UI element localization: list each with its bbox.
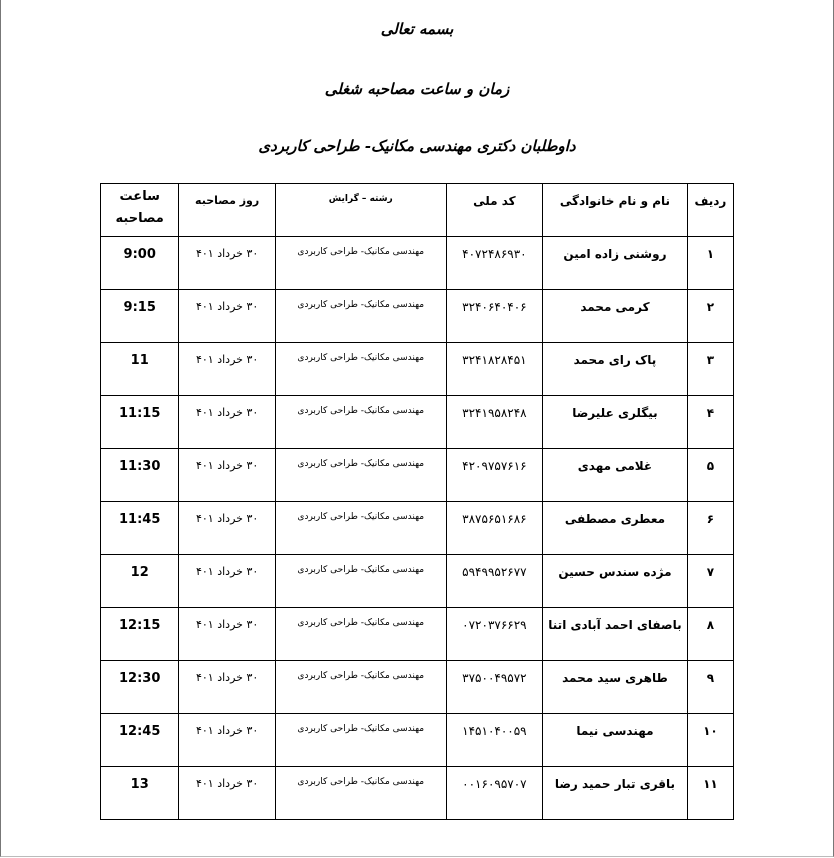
cell-row-number: ۱ <box>687 237 733 290</box>
table-body <box>101 237 734 820</box>
cell-row-number: ۴ <box>687 396 733 449</box>
cell-name: مهندسی نیما <box>543 714 688 767</box>
cell-row-number: ۱۰ <box>687 714 733 767</box>
cell-field: مهندسی مکانیک- طراحی کاربردی <box>275 290 446 343</box>
cell-field: مهندسی مکانیک- طراحی کاربردی <box>275 555 446 608</box>
cell-interview-time: 12 <box>101 555 179 608</box>
table-row <box>101 343 734 396</box>
col-header-code: کد ملی <box>446 184 542 237</box>
table-header-row <box>101 184 734 237</box>
table-row <box>101 608 734 661</box>
cell-national-code: ۳۲۴۰۶۴۰۴۰۶ <box>446 290 542 343</box>
col-header-day: روز مصاحبه <box>179 184 275 237</box>
cell-field: مهندسی مکانیک- طراحی کاربردی <box>275 237 446 290</box>
cell-national-code: ۳۷۵۰۰۴۹۵۷۲ <box>446 661 542 714</box>
cell-national-code: ۵۹۴۹۹۵۲۶۷۷ <box>446 555 542 608</box>
cell-national-code: ۴۰۷۲۴۸۶۹۳۰ <box>446 237 542 290</box>
cell-interview-day: ۳۰ خرداد ۴۰۱ <box>179 767 275 820</box>
cell-row-number: ۵ <box>687 449 733 502</box>
cell-name: روشنی زاده امین <box>543 237 688 290</box>
cell-row-number: ۲ <box>687 290 733 343</box>
cell-interview-time: 13 <box>101 767 179 820</box>
cell-name: غلامی مهدی <box>543 449 688 502</box>
cell-national-code: ۳۲۴۱۸۲۸۴۵۱ <box>446 343 542 396</box>
cell-interview-time: 12:30 <box>101 661 179 714</box>
cell-interview-time: 9:15 <box>101 290 179 343</box>
cell-name: پاک رای محمد <box>543 343 688 396</box>
cell-national-code: ۰۷۲۰۳۷۶۶۲۹ <box>446 608 542 661</box>
cell-name: مژده سندس حسین <box>543 555 688 608</box>
cell-interview-time: 12:15 <box>101 608 179 661</box>
document-subtitle: داوطلبان دکتری مهندسی مکانیک- طراحی کاربردی <box>258 137 576 155</box>
cell-interview-time: 11 <box>101 343 179 396</box>
table-row <box>101 555 734 608</box>
table-row <box>101 396 734 449</box>
cell-row-number: ۷ <box>687 555 733 608</box>
table-row <box>101 661 734 714</box>
table-row <box>101 502 734 555</box>
cell-interview-day: ۳۰ خرداد ۴۰۱ <box>179 661 275 714</box>
cell-interview-time: 12:45 <box>101 714 179 767</box>
cell-field: مهندسی مکانیک- طراحی کاربردی <box>275 661 446 714</box>
cell-field: مهندسی مکانیک- طراحی کاربردی <box>275 343 446 396</box>
interview-schedule-table <box>100 183 734 820</box>
col-header-row: ردیف <box>687 184 733 237</box>
cell-interview-day: ۳۰ خرداد ۴۰۱ <box>179 714 275 767</box>
cell-interview-day: ۳۰ خرداد ۴۰۱ <box>179 555 275 608</box>
cell-field: مهندسی مکانیک- طراحی کاربردی <box>275 449 446 502</box>
col-header-name: نام و نام خانوادگی <box>543 184 688 237</box>
cell-row-number: ۳ <box>687 343 733 396</box>
table-row <box>101 237 734 290</box>
basmala-heading: بسمه تعالی <box>380 20 454 38</box>
cell-field: مهندسی مکانیک- طراحی کاربردی <box>275 767 446 820</box>
cell-name: بیگلری علیرضا <box>543 396 688 449</box>
cell-interview-day: ۳۰ خرداد ۴۰۱ <box>179 502 275 555</box>
cell-name: معطری مصطفی <box>543 502 688 555</box>
table-row <box>101 767 734 820</box>
cell-interview-time: 11:45 <box>101 502 179 555</box>
cell-interview-day: ۳۰ خرداد ۴۰۱ <box>179 290 275 343</box>
cell-field: مهندسی مکانیک- طراحی کاربردی <box>275 502 446 555</box>
cell-national-code: ۱۴۵۱۰۴۰۰۵۹ <box>446 714 542 767</box>
table-row <box>101 714 734 767</box>
cell-interview-time: 11:30 <box>101 449 179 502</box>
cell-row-number: ۱۱ <box>687 767 733 820</box>
cell-interview-day: ۳۰ خرداد ۴۰۱ <box>179 449 275 502</box>
cell-interview-day: ۳۰ خرداد ۴۰۱ <box>179 608 275 661</box>
cell-field: مهندسی مکانیک- طراحی کاربردی <box>275 714 446 767</box>
cell-interview-time: 9:00 <box>101 237 179 290</box>
cell-field: مهندسی مکانیک- طراحی کاربردی <box>275 608 446 661</box>
table-row <box>101 449 734 502</box>
cell-row-number: ۸ <box>687 608 733 661</box>
cell-field: مهندسی مکانیک- طراحی کاربردی <box>275 396 446 449</box>
cell-name: طاهری سید محمد <box>543 661 688 714</box>
cell-name: کرمی محمد <box>543 290 688 343</box>
col-header-field: رشته – گرایش <box>275 184 446 237</box>
cell-national-code: ۰۰۱۶۰۹۵۷۰۷ <box>446 767 542 820</box>
cell-interview-day: ۳۰ خرداد ۴۰۱ <box>179 396 275 449</box>
cell-name: باقری تبار حمید رضا <box>543 767 688 820</box>
cell-name: باصفای احمد آبادی اتنا <box>543 608 688 661</box>
col-header-time: ساعت مصاحبه <box>101 184 179 237</box>
cell-row-number: ۹ <box>687 661 733 714</box>
cell-row-number: ۶ <box>687 502 733 555</box>
table-row <box>101 290 734 343</box>
cell-interview-day: ۳۰ خرداد ۴۰۱ <box>179 237 275 290</box>
cell-interview-time: 11:15 <box>101 396 179 449</box>
document-title: زمان و ساعت مصاحبه شغلی <box>324 80 510 98</box>
cell-interview-day: ۳۰ خرداد ۴۰۱ <box>179 343 275 396</box>
cell-national-code: ۳۸۷۵۶۵۱۶۸۶ <box>446 502 542 555</box>
cell-national-code: ۳۲۴۱۹۵۸۲۴۸ <box>446 396 542 449</box>
cell-national-code: ۴۲۰۹۷۵۷۶۱۶ <box>446 449 542 502</box>
